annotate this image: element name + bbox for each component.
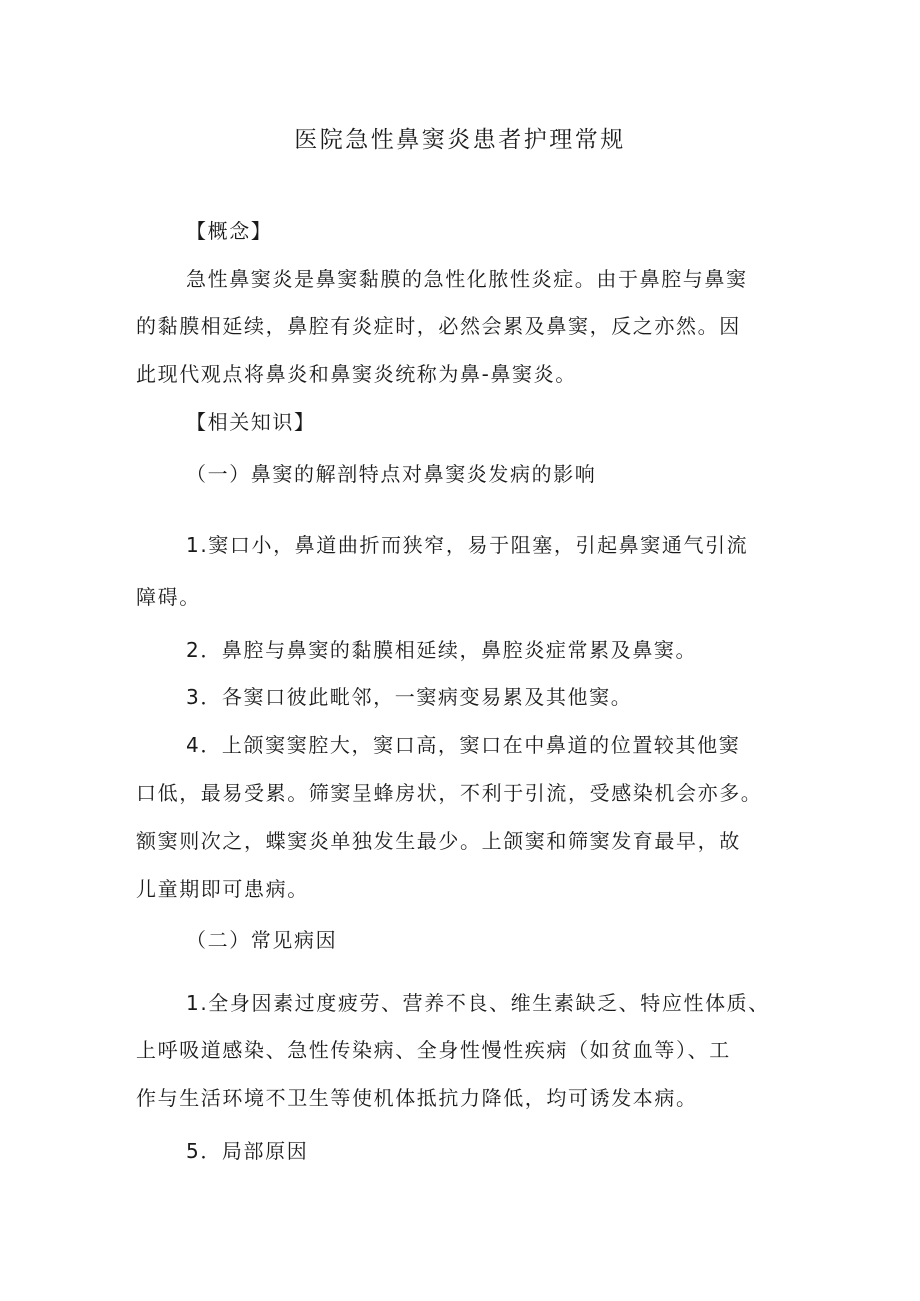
concept-line-2: 的黏膜相延续，鼻腔有炎症时，必然会累及鼻窦，反之亦然。因	[136, 314, 741, 338]
section2-heading: （二）常见病因	[186, 928, 338, 952]
knowledge-heading: 【相关知识】	[186, 410, 316, 434]
cause1-line-2: 上呼吸道感染、急性传染病、全身性慢性疾病（如贫血等）、工	[136, 1038, 731, 1062]
item4-line-1: 4．上颌窦窦腔大，窦口高，窦口在中鼻道的位置较其他窦	[186, 733, 741, 757]
cause1-line-1: 1.全身因素过度疲劳、营养不良、维生素缺乏、特应性体质、	[186, 991, 770, 1015]
item3-line: 3．各窦口彼此毗邻，一窦病变易累及其他窦。	[186, 685, 633, 709]
item2-line: 2．鼻腔与鼻窦的黏膜相延续，鼻腔炎症常累及鼻窦。	[186, 638, 698, 662]
document-title: 医院急性鼻窦炎患者护理常规	[294, 127, 626, 153]
cause2-line: 5．局部原因	[186, 1139, 309, 1163]
section1-heading: （一）鼻窦的解剖特点对鼻窦炎发病的影响	[186, 462, 597, 486]
item1-line-1: 1.窦口小，鼻道曲折而狭窄，易于阻塞，引起鼻窦通气引流	[186, 533, 749, 557]
cause1-line-3: 作与生活环境不卫生等使机体抵抗力降低，均可诱发本病。	[136, 1086, 698, 1110]
item4-line-2: 口低，最易受累。筛窦呈蜂房状，不利于引流，受感染机会亦多。	[136, 781, 763, 805]
item4-line-4: 儿童期即可患病。	[136, 877, 309, 901]
concept-line-3: 此现代观点将鼻炎和鼻窦炎统称为鼻-鼻窦炎。	[136, 362, 577, 386]
concept-heading: 【概念】	[186, 219, 273, 243]
concept-line-1: 急性鼻窦炎是鼻窦黏膜的急性化脓性炎症。由于鼻腔与鼻窦	[186, 267, 748, 291]
item1-line-2: 障碍。	[136, 585, 201, 609]
item4-line-3: 额窦则次之，蝶窦炎单独发生最少。上颌窦和筛窦发育最早，故	[136, 829, 741, 853]
